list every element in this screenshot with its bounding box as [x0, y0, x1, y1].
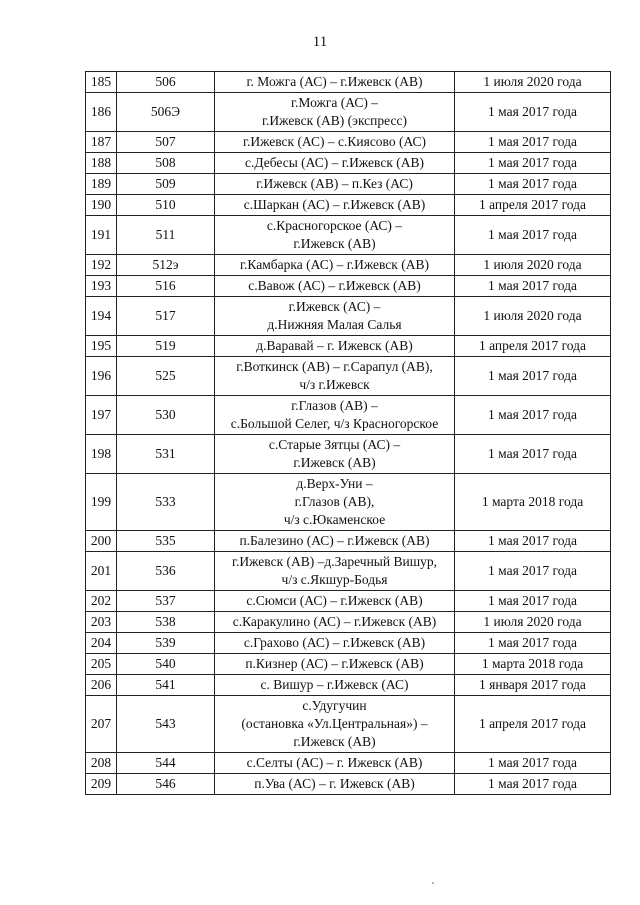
route-name-cell: г.Воткинск (АВ) – г.Сарапул (АВ), ч/з г.Ижевск [215, 357, 455, 396]
row-number-cell: 188 [86, 153, 117, 174]
row-number-cell: 196 [86, 357, 117, 396]
row-number-cell: 191 [86, 216, 117, 255]
start-date-cell: 1 апреля 2017 года [455, 336, 611, 357]
row-number-cell: 200 [86, 531, 117, 552]
route-number-cell: 536 [117, 552, 215, 591]
row-number-cell: 185 [86, 72, 117, 93]
row-number-cell: 197 [86, 396, 117, 435]
row-number-cell: 187 [86, 132, 117, 153]
start-date-cell: 1 мая 2017 года [455, 276, 611, 297]
row-number-cell: 209 [86, 774, 117, 795]
table-row [86, 675, 611, 696]
table-row [86, 552, 611, 591]
route-name-cell: с. Вишур – г.Ижевск (АС) [215, 675, 455, 696]
start-date-cell: 1 мая 2017 года [455, 591, 611, 612]
row-number-cell: 195 [86, 336, 117, 357]
row-number-cell: 190 [86, 195, 117, 216]
row-number-cell: 205 [86, 654, 117, 675]
table-row [86, 195, 611, 216]
table-row [86, 297, 611, 336]
start-date-cell: 1 июля 2020 года [455, 297, 611, 336]
route-number-cell: 537 [117, 591, 215, 612]
table-row [86, 474, 611, 531]
route-number-cell: 516 [117, 276, 215, 297]
table-row [86, 531, 611, 552]
routes-table [85, 71, 611, 795]
route-name-cell: п.Ува (АС) – г. Ижевск (АВ) [215, 774, 455, 795]
route-number-cell: 531 [117, 435, 215, 474]
route-number-cell: 517 [117, 297, 215, 336]
table-row [86, 633, 611, 654]
table-row [86, 276, 611, 297]
table-row [86, 612, 611, 633]
route-number-cell: 508 [117, 153, 215, 174]
start-date-cell: 1 января 2017 года [455, 675, 611, 696]
route-number-cell: 543 [117, 696, 215, 753]
route-name-cell: с.Удугучин (остановка «Ул.Центральная») – г.Ижевск (АВ) [215, 696, 455, 753]
row-number-cell: 206 [86, 675, 117, 696]
route-name-cell: г.Можга (АС) – г.Ижевск (АВ) (экспресс) [215, 93, 455, 132]
table-row [86, 696, 611, 753]
row-number-cell: 189 [86, 174, 117, 195]
row-number-cell: 204 [86, 633, 117, 654]
route-name-cell: с.Шаркан (АС) – г.Ижевск (АВ) [215, 195, 455, 216]
table-row [86, 153, 611, 174]
row-number-cell: 198 [86, 435, 117, 474]
row-number-cell: 207 [86, 696, 117, 753]
route-name-cell: п.Балезино (АС) – г.Ижевск (АВ) [215, 531, 455, 552]
row-number-cell: 201 [86, 552, 117, 591]
route-name-cell: г.Ижевск (АС) – с.Киясово (АС) [215, 132, 455, 153]
route-number-cell: 511 [117, 216, 215, 255]
route-name-cell: с.Дебесы (АС) – г.Ижевск (АВ) [215, 153, 455, 174]
start-date-cell: 1 мая 2017 года [455, 132, 611, 153]
row-number-cell: 203 [86, 612, 117, 633]
row-number-cell: 193 [86, 276, 117, 297]
table-row [86, 93, 611, 132]
start-date-cell: 1 мая 2017 года [455, 753, 611, 774]
route-name-cell: с.Старые Зятцы (АС) – г.Ижевск (АВ) [215, 435, 455, 474]
table-row [86, 591, 611, 612]
row-number-cell: 199 [86, 474, 117, 531]
start-date-cell: 1 мая 2017 года [455, 93, 611, 132]
routes-table-body [86, 72, 611, 795]
route-name-cell: г.Ижевск (АВ) – п.Кез (АС) [215, 174, 455, 195]
route-number-cell: 530 [117, 396, 215, 435]
start-date-cell: 1 мая 2017 года [455, 357, 611, 396]
start-date-cell: 1 мая 2017 года [455, 153, 611, 174]
start-date-cell: 1 мая 2017 года [455, 633, 611, 654]
table-row [86, 255, 611, 276]
route-number-cell: 544 [117, 753, 215, 774]
route-number-cell: 510 [117, 195, 215, 216]
table-row [86, 357, 611, 396]
route-name-cell: с.Селты (АС) – г. Ижевск (АВ) [215, 753, 455, 774]
route-number-cell: 540 [117, 654, 215, 675]
route-number-cell: 533 [117, 474, 215, 531]
start-date-cell: 1 мая 2017 года [455, 774, 611, 795]
route-name-cell: д.Верх-Уни – г.Глазов (АВ), ч/з с.Юкаменское [215, 474, 455, 531]
route-number-cell: 506Э [117, 93, 215, 132]
route-number-cell: 509 [117, 174, 215, 195]
route-name-cell: г. Можга (АС) – г.Ижевск (АВ) [215, 72, 455, 93]
row-number-cell: 192 [86, 255, 117, 276]
table-row [86, 396, 611, 435]
start-date-cell: 1 апреля 2017 года [455, 696, 611, 753]
start-date-cell: 1 мая 2017 года [455, 435, 611, 474]
route-name-cell: с.Каракулино (АС) – г.Ижевск (АВ) [215, 612, 455, 633]
start-date-cell: 1 мая 2017 года [455, 216, 611, 255]
start-date-cell: 1 марта 2018 года [455, 474, 611, 531]
route-name-cell: г.Камбарка (АС) – г.Ижевск (АВ) [215, 255, 455, 276]
start-date-cell: 1 июля 2020 года [455, 612, 611, 633]
route-name-cell: г.Ижевск (АС) – д.Нижняя Малая Салья [215, 297, 455, 336]
table-row [86, 336, 611, 357]
route-name-cell: п.Кизнер (АС) – г.Ижевск (АВ) [215, 654, 455, 675]
route-name-cell: г.Глазов (АВ) – с.Большой Селег, ч/з Красногорское [215, 396, 455, 435]
table-row [86, 753, 611, 774]
start-date-cell: 1 июля 2020 года [455, 72, 611, 93]
start-date-cell: 1 марта 2018 года [455, 654, 611, 675]
start-date-cell: 1 мая 2017 года [455, 531, 611, 552]
route-name-cell: с.Вавож (АС) – г.Ижевск (АВ) [215, 276, 455, 297]
route-number-cell: 535 [117, 531, 215, 552]
start-date-cell: 1 мая 2017 года [455, 174, 611, 195]
route-number-cell: 541 [117, 675, 215, 696]
table-row [86, 174, 611, 195]
start-date-cell: 1 апреля 2017 года [455, 195, 611, 216]
route-number-cell: 512э [117, 255, 215, 276]
row-number-cell: 202 [86, 591, 117, 612]
page-number: 11 [312, 34, 328, 50]
route-name-cell: г.Ижевск (АВ) –д.Заречный Вишур, ч/з с.Якшур-Бодья [215, 552, 455, 591]
table-row [86, 72, 611, 93]
row-number-cell: 208 [86, 753, 117, 774]
route-number-cell: 546 [117, 774, 215, 795]
route-number-cell: 539 [117, 633, 215, 654]
table-row [86, 132, 611, 153]
table-row [86, 774, 611, 795]
start-date-cell: 1 мая 2017 года [455, 552, 611, 591]
route-name-cell: с.Сюмси (АС) – г.Ижевск (АВ) [215, 591, 455, 612]
table-row [86, 654, 611, 675]
route-name-cell: д.Варавай – г. Ижевск (АВ) [215, 336, 455, 357]
route-number-cell: 525 [117, 357, 215, 396]
scan-speck [432, 882, 434, 884]
route-number-cell: 507 [117, 132, 215, 153]
row-number-cell: 186 [86, 93, 117, 132]
table-row [86, 216, 611, 255]
route-name-cell: с.Красногорское (АС) – г.Ижевск (АВ) [215, 216, 455, 255]
start-date-cell: 1 мая 2017 года [455, 396, 611, 435]
row-number-cell: 194 [86, 297, 117, 336]
start-date-cell: 1 июля 2020 года [455, 255, 611, 276]
route-name-cell: с.Грахово (АС) – г.Ижевск (АВ) [215, 633, 455, 654]
route-number-cell: 519 [117, 336, 215, 357]
table-row [86, 435, 611, 474]
route-number-cell: 506 [117, 72, 215, 93]
route-number-cell: 538 [117, 612, 215, 633]
